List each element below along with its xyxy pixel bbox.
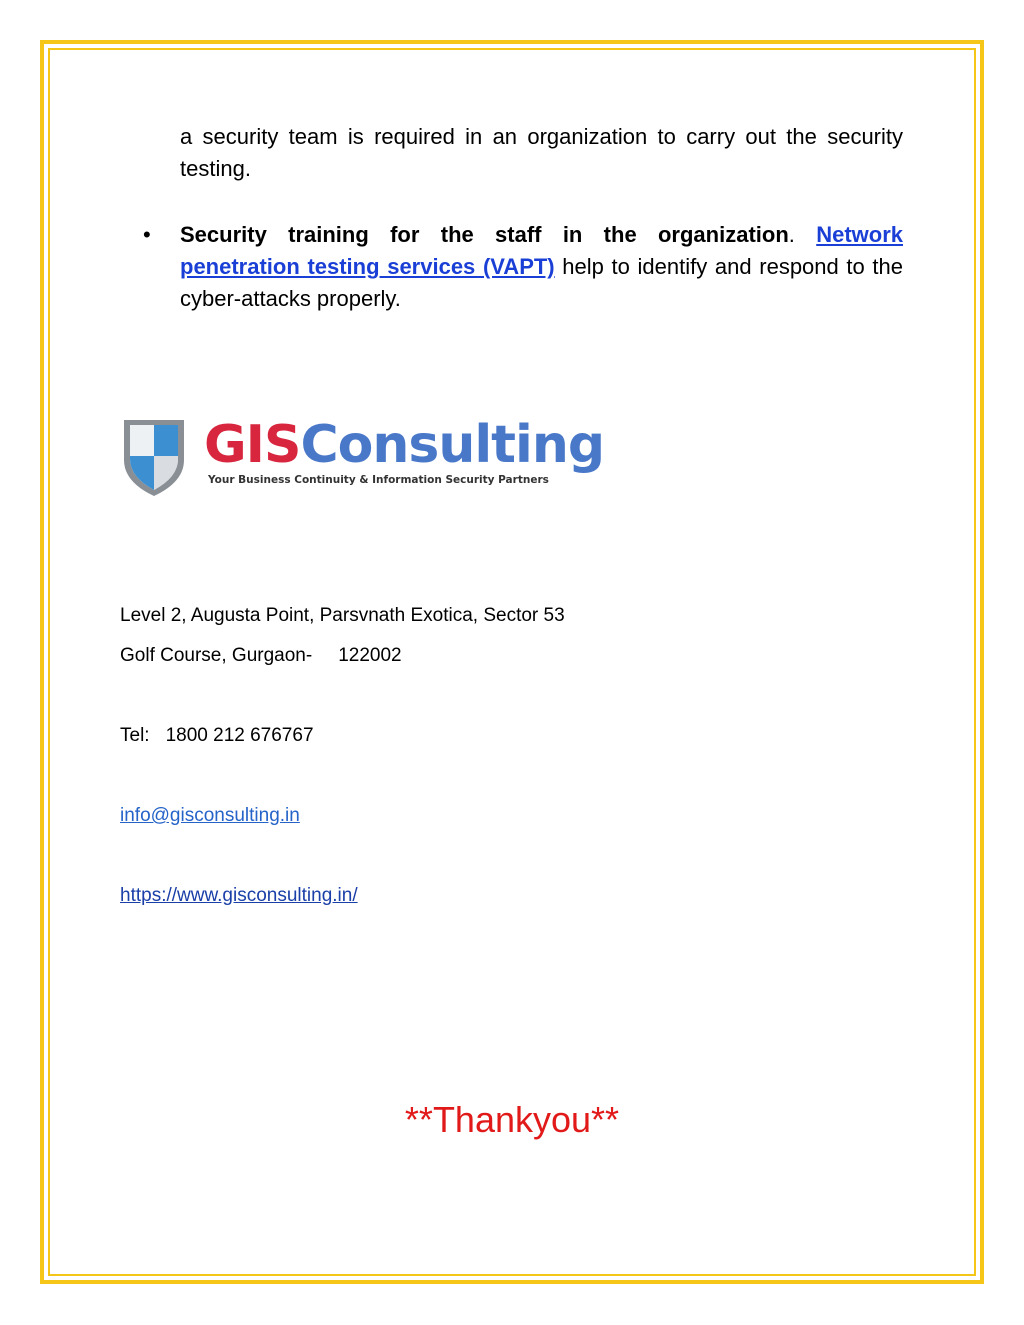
logo-consulting-text: Consulting [300,415,605,475]
tel-label: Tel: [120,725,150,746]
bullet-symbol: • [143,222,151,247]
address-pincode: 122002 [338,645,402,666]
website-link[interactable]: https://www.gisconsulting.in/ [120,885,358,906]
logo-wordmark [204,414,604,476]
telephone-line [120,723,314,749]
address-city: Golf Course, Gurgaon- [120,645,313,666]
paragraph-security-team: a security team is required in an organization to carry out the security testing. [180,124,903,181]
bullet-rest-text: help to identify and respond to the cyber-attacks properly. [180,254,903,311]
email-line [120,803,300,829]
gis-consulting-logo [120,414,605,500]
bullet-bold-text: Security training for the staff in the organization [180,222,789,247]
website-line [120,883,358,909]
bullet-paragraph-training [180,219,903,315]
shield-icon [120,416,188,498]
email-link[interactable]: info@gisconsulting.in [120,805,300,826]
bullet-separator: . [788,222,817,247]
tel-number: 1800 212 676767 [165,725,314,746]
address-line-1: Level 2, Augusta Point, Parsvnath Exotica, Sector 53 [120,605,565,626]
logo-gis-text: GIS [204,415,301,475]
vapt-services-link[interactable]: Network penetration testing services (VAPT) [180,222,903,279]
logo-tagline: Your Business Continuity & Information Security Partners [208,474,549,486]
address-line-2 [120,643,402,669]
thankyou-text: **Thankyou** [404,1099,620,1140]
